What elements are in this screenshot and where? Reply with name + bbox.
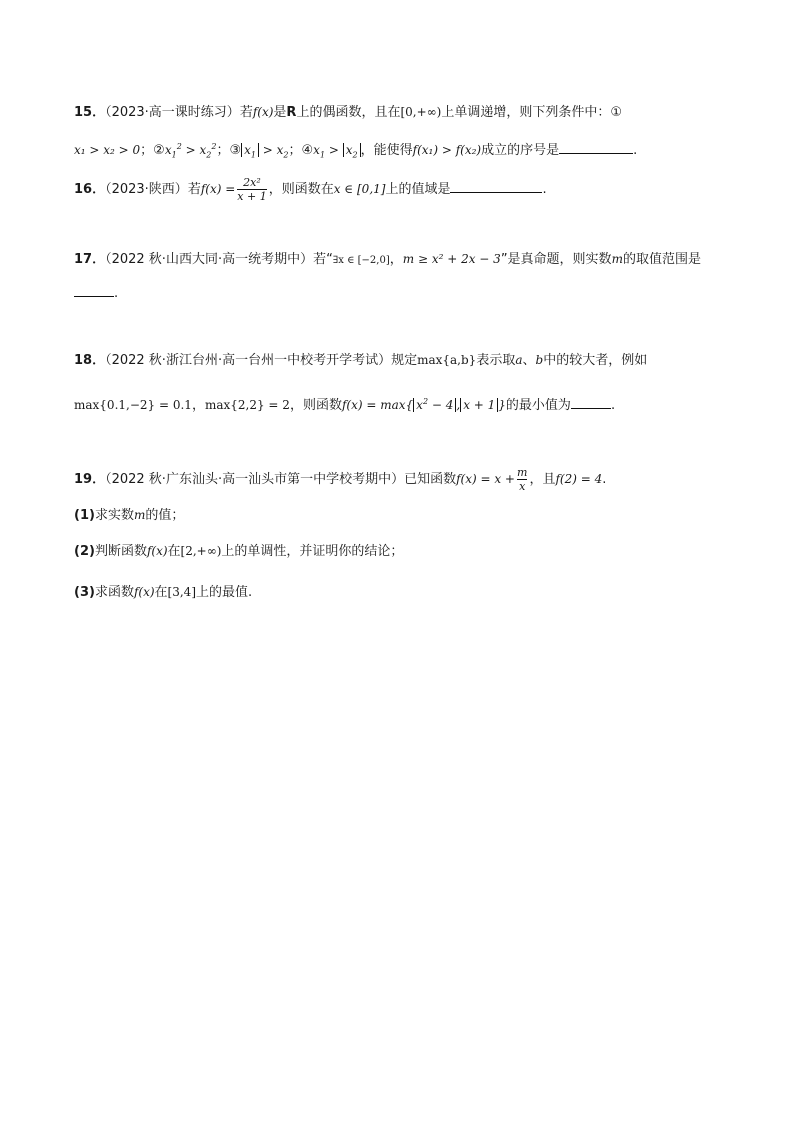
q15-text: 上的偶函数，且在 bbox=[296, 105, 401, 120]
q18-text: 表示取 bbox=[476, 353, 516, 368]
q15-number: 15． bbox=[74, 105, 106, 120]
q16-answer-blank[interactable] bbox=[450, 180, 542, 193]
q15-text: 若 bbox=[239, 105, 253, 120]
q19-part-label: (1) bbox=[74, 508, 95, 523]
q17-text: ， bbox=[389, 252, 403, 267]
q15-condition-4: $x_1 > x_2$ bbox=[313, 143, 360, 157]
q18-source: （2022 秋·浙江台州·高一台州一中校考开学考试） bbox=[105, 353, 392, 368]
q16-text: 若 bbox=[187, 182, 201, 197]
q16-end: . bbox=[542, 182, 547, 197]
q16-fx: f(x) = bbox=[200, 182, 236, 196]
q18-function-args: $x^2 - 4$ , x + 1 } bbox=[413, 398, 506, 412]
q19-part-3 bbox=[74, 582, 252, 603]
q18-number: 18． bbox=[74, 353, 106, 368]
q19-text: 已知函数 bbox=[404, 472, 457, 487]
q19-source: （2022 秋·广东汕头·高一汕头市第一中学校考期中） bbox=[105, 472, 405, 487]
q15-sep: ；④ bbox=[288, 143, 314, 158]
q15-sep: ；② bbox=[140, 143, 165, 158]
q19-frac-num: m bbox=[517, 466, 528, 479]
q15-condition-2: $x_1^2 > x_2^2$ bbox=[164, 142, 217, 160]
q19-part-label: (3) bbox=[74, 585, 95, 600]
q19-fraction bbox=[517, 466, 527, 493]
q19-interval: [2,+∞) bbox=[180, 544, 222, 558]
q16-frac-num: 2x² bbox=[243, 176, 261, 189]
q15-text: 成立的序号是 bbox=[481, 143, 560, 158]
q19-function: f(x) = x + bbox=[456, 472, 515, 486]
q18-line2 bbox=[74, 392, 615, 416]
q19-number: 19． bbox=[74, 472, 106, 487]
q17-end: . bbox=[114, 286, 119, 301]
q17-text: 若“ bbox=[313, 252, 333, 267]
q15-interval: [0,+∞) bbox=[400, 105, 442, 119]
q18-end: . bbox=[610, 398, 616, 413]
q19-part-text: 判断函数 bbox=[94, 544, 147, 559]
q15-sep: ；③ bbox=[216, 143, 242, 158]
q18-sep: 、 bbox=[522, 353, 536, 368]
q15-source: （2023·高一课时练习） bbox=[105, 105, 240, 120]
q19-part-label: (2) bbox=[74, 544, 95, 559]
q16-number: 16． bbox=[74, 182, 106, 197]
q18-text: 中的较大者，例如 bbox=[543, 353, 648, 368]
q18-example-2: max{2,2} = 2 bbox=[204, 398, 290, 412]
q16-text: 上的值域是 bbox=[385, 182, 451, 197]
q18-example-1: max{0.1,−2} = 0.1 bbox=[74, 398, 192, 412]
q19-condition: f(2) = 4 bbox=[555, 472, 603, 486]
q18-sep: ， bbox=[191, 398, 205, 413]
q19-part-text: 上的单调性，并证明你的结论； bbox=[221, 544, 404, 559]
q15-end: . bbox=[633, 143, 638, 158]
q19-var-m: m bbox=[133, 508, 146, 522]
q18-function: f(x) = max{ bbox=[341, 398, 414, 412]
q19-part-1 bbox=[74, 505, 184, 526]
q19-part-text: 求实数 bbox=[94, 508, 134, 523]
q15-fx: f(x) bbox=[252, 105, 274, 119]
q19-part-text: 在 bbox=[167, 544, 181, 559]
q19-fx: f(x) bbox=[133, 585, 155, 599]
q16-fraction bbox=[237, 176, 266, 203]
q17-line2 bbox=[74, 284, 118, 304]
q15-line1 bbox=[74, 102, 622, 123]
q18-line1 bbox=[74, 350, 647, 371]
q18-var-a: a bbox=[515, 353, 523, 367]
q15-inequality: f(x₁) > f(x₂) bbox=[412, 143, 482, 157]
q15-answer-blank[interactable] bbox=[559, 141, 633, 154]
q18-answer-blank[interactable] bbox=[571, 396, 611, 409]
q15-text: 是 bbox=[273, 105, 287, 120]
q16-text: ，则函数在 bbox=[268, 182, 334, 197]
q19-part-2 bbox=[74, 541, 403, 562]
q15-line2 bbox=[74, 137, 637, 165]
q17-var-m: m bbox=[611, 252, 623, 266]
q17-text: 的取值范围是 bbox=[622, 252, 701, 267]
q17-exists: ∃x ∈ [−2,0] bbox=[332, 255, 390, 266]
q17-condition: m ≥ x² + 2x − 3 bbox=[402, 252, 501, 266]
q19-line1 bbox=[74, 466, 606, 493]
q17-source: （2022 秋·山西大同·高一统考期中） bbox=[105, 252, 314, 267]
q19-part-text: 在 bbox=[154, 585, 168, 600]
q19-part-text: 上的最值. bbox=[196, 585, 253, 600]
q19-part-text: 的值； bbox=[145, 508, 185, 523]
q15-text: 上单调递增，则下列条件中：① bbox=[441, 105, 622, 120]
q15-condition-3: $x_1 > x_2$ bbox=[241, 143, 288, 157]
q18-max-def: max{a,b} bbox=[417, 353, 477, 367]
q19-text: ，且 bbox=[529, 472, 556, 487]
q18-var-b: b bbox=[535, 353, 544, 367]
q18-text: ，则函数 bbox=[289, 398, 342, 413]
q16-domain: x ∈ [0,1] bbox=[333, 182, 386, 196]
q16-line bbox=[74, 176, 547, 203]
q17-answer-blank[interactable] bbox=[74, 284, 114, 297]
q17-text: ”是真命题，则实数 bbox=[500, 252, 612, 267]
q15-text: ，能使得 bbox=[360, 143, 413, 158]
q18-text: 的最小值为 bbox=[505, 398, 571, 413]
q18-text: 规定 bbox=[391, 353, 418, 368]
q17-line1 bbox=[74, 249, 701, 271]
q15-set-r: R bbox=[286, 105, 297, 120]
q19-end: . bbox=[602, 472, 607, 487]
q19-frac-den: x bbox=[519, 480, 526, 493]
q16-source: （2023·陕西） bbox=[105, 182, 188, 197]
q16-frac-den: x + 1 bbox=[237, 190, 267, 203]
q19-interval: [3,4] bbox=[167, 585, 196, 599]
q19-fx: f(x) bbox=[146, 544, 168, 558]
q19-part-text: 求函数 bbox=[94, 585, 134, 600]
q15-condition-1: x₁ > x₂ > 0 bbox=[74, 143, 141, 157]
q17-number: 17． bbox=[74, 252, 106, 267]
